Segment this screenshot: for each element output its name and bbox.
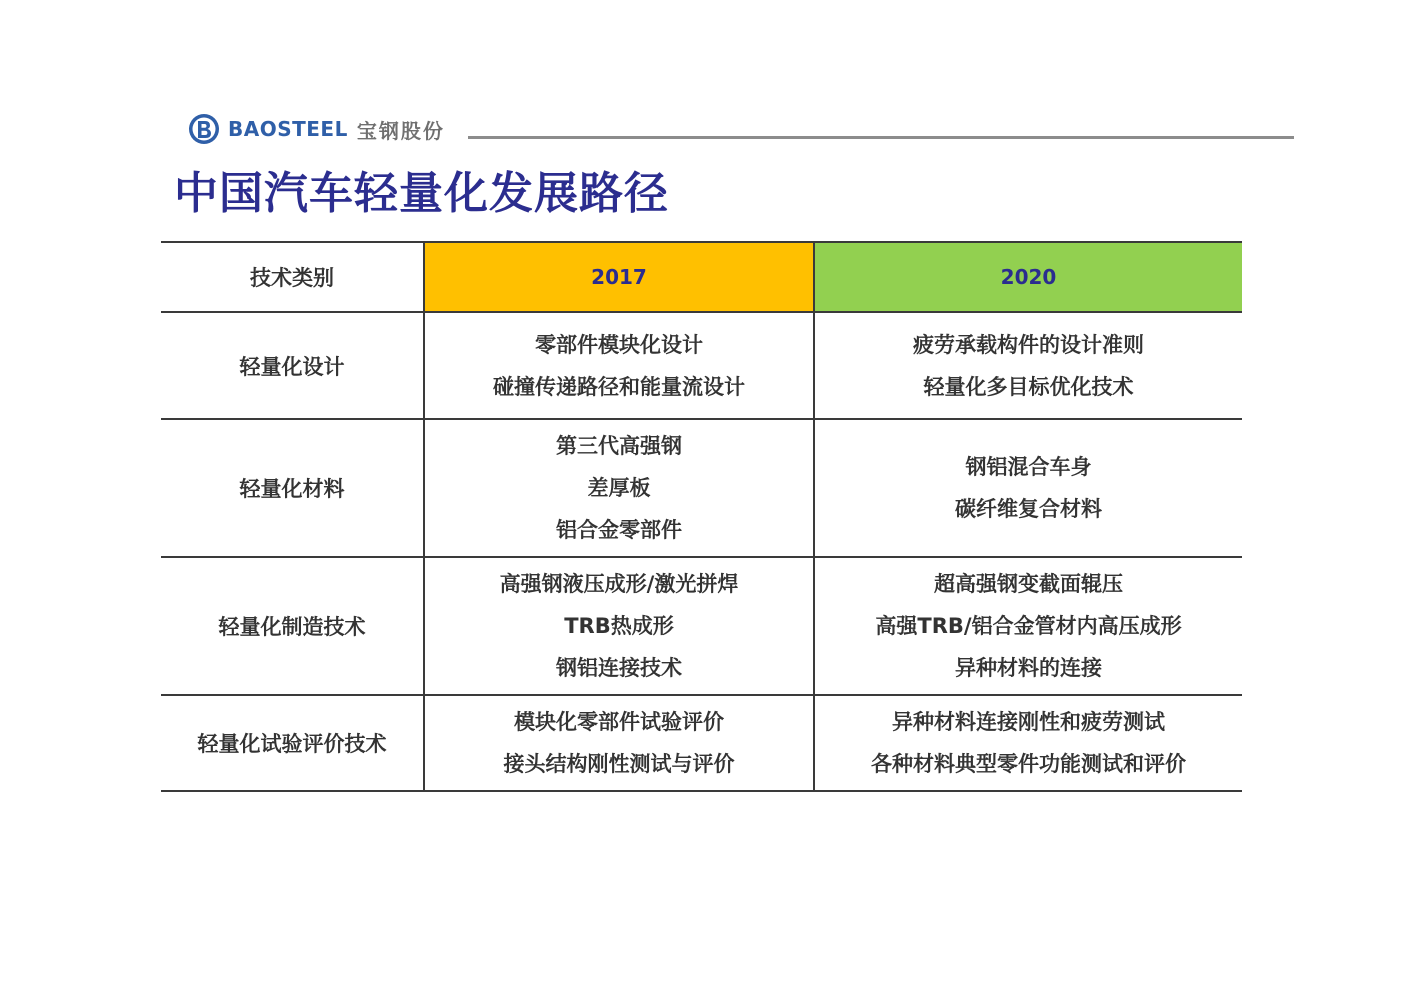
cell-2020 — [814, 695, 1242, 791]
item-text: 碳纤维复合材料 — [955, 497, 1102, 521]
roadmap-table — [161, 241, 1242, 792]
cell-2017 — [424, 312, 814, 419]
item-text: 碰撞传递路径和能量流设计 — [493, 374, 745, 399]
header-2020: 2020 — [814, 242, 1242, 312]
item-text: 各种材料典型零件功能测试和评价 — [871, 752, 1186, 776]
brand-name-en: BAOSTEEL — [228, 117, 348, 141]
header-2017: 2017 — [424, 242, 814, 312]
cell-2017 — [424, 557, 814, 695]
item-text: 零部件模块化设计 — [535, 332, 703, 357]
item-text: 钢铝连接技术 — [556, 656, 682, 680]
header-divider — [468, 136, 1294, 139]
category-cell: 轻量化制造技术 — [161, 557, 424, 695]
brand-header — [188, 112, 445, 146]
category-cell: 轻量化设计 — [161, 312, 424, 419]
table-row — [161, 695, 1242, 791]
header-category: 技术类别 — [161, 242, 424, 312]
item-text: 轻量化多目标优化技术 — [923, 374, 1134, 399]
cell-2020 — [814, 312, 1242, 419]
item-text: 钢铝混合车身 — [965, 455, 1092, 479]
table-row — [161, 312, 1242, 419]
item-text: 第三代高强钢 — [556, 434, 682, 458]
item-text: 高强TRB/铝合金管材内高压成形 — [875, 614, 1182, 638]
item-text: 异种材料的连接 — [955, 656, 1102, 680]
brand-name-cn: 宝钢股份 — [356, 118, 445, 143]
cell-2020 — [814, 419, 1242, 557]
page-title: 中国汽车轻量化发展路径 — [174, 168, 669, 219]
item-text: 异种材料连接刚性和疲劳测试 — [892, 710, 1165, 734]
baosteel-logo-icon — [188, 113, 220, 145]
cell-2017 — [424, 419, 814, 557]
item-text: 铝合金零部件 — [556, 518, 682, 542]
table-row — [161, 419, 1242, 557]
cell-2020 — [814, 557, 1242, 695]
item-text: 高强钢液压成形/激光拼焊 — [499, 572, 739, 596]
item-text: 超高强钢变截面辊压 — [934, 572, 1123, 596]
table-header-row — [161, 242, 1242, 312]
item-text: 差厚板 — [587, 476, 651, 500]
cell-2017 — [424, 695, 814, 791]
table-row — [161, 557, 1242, 695]
item-text: 接头结构刚性测试与评价 — [503, 752, 735, 776]
item-text: TRB热成形 — [564, 614, 674, 638]
item-text: 模块化零部件试验评价 — [514, 710, 724, 734]
category-cell: 轻量化材料 — [161, 419, 424, 557]
category-cell: 轻量化试验评价技术 — [161, 695, 424, 791]
item-text: 疲劳承载构件的设计准则 — [913, 332, 1144, 357]
